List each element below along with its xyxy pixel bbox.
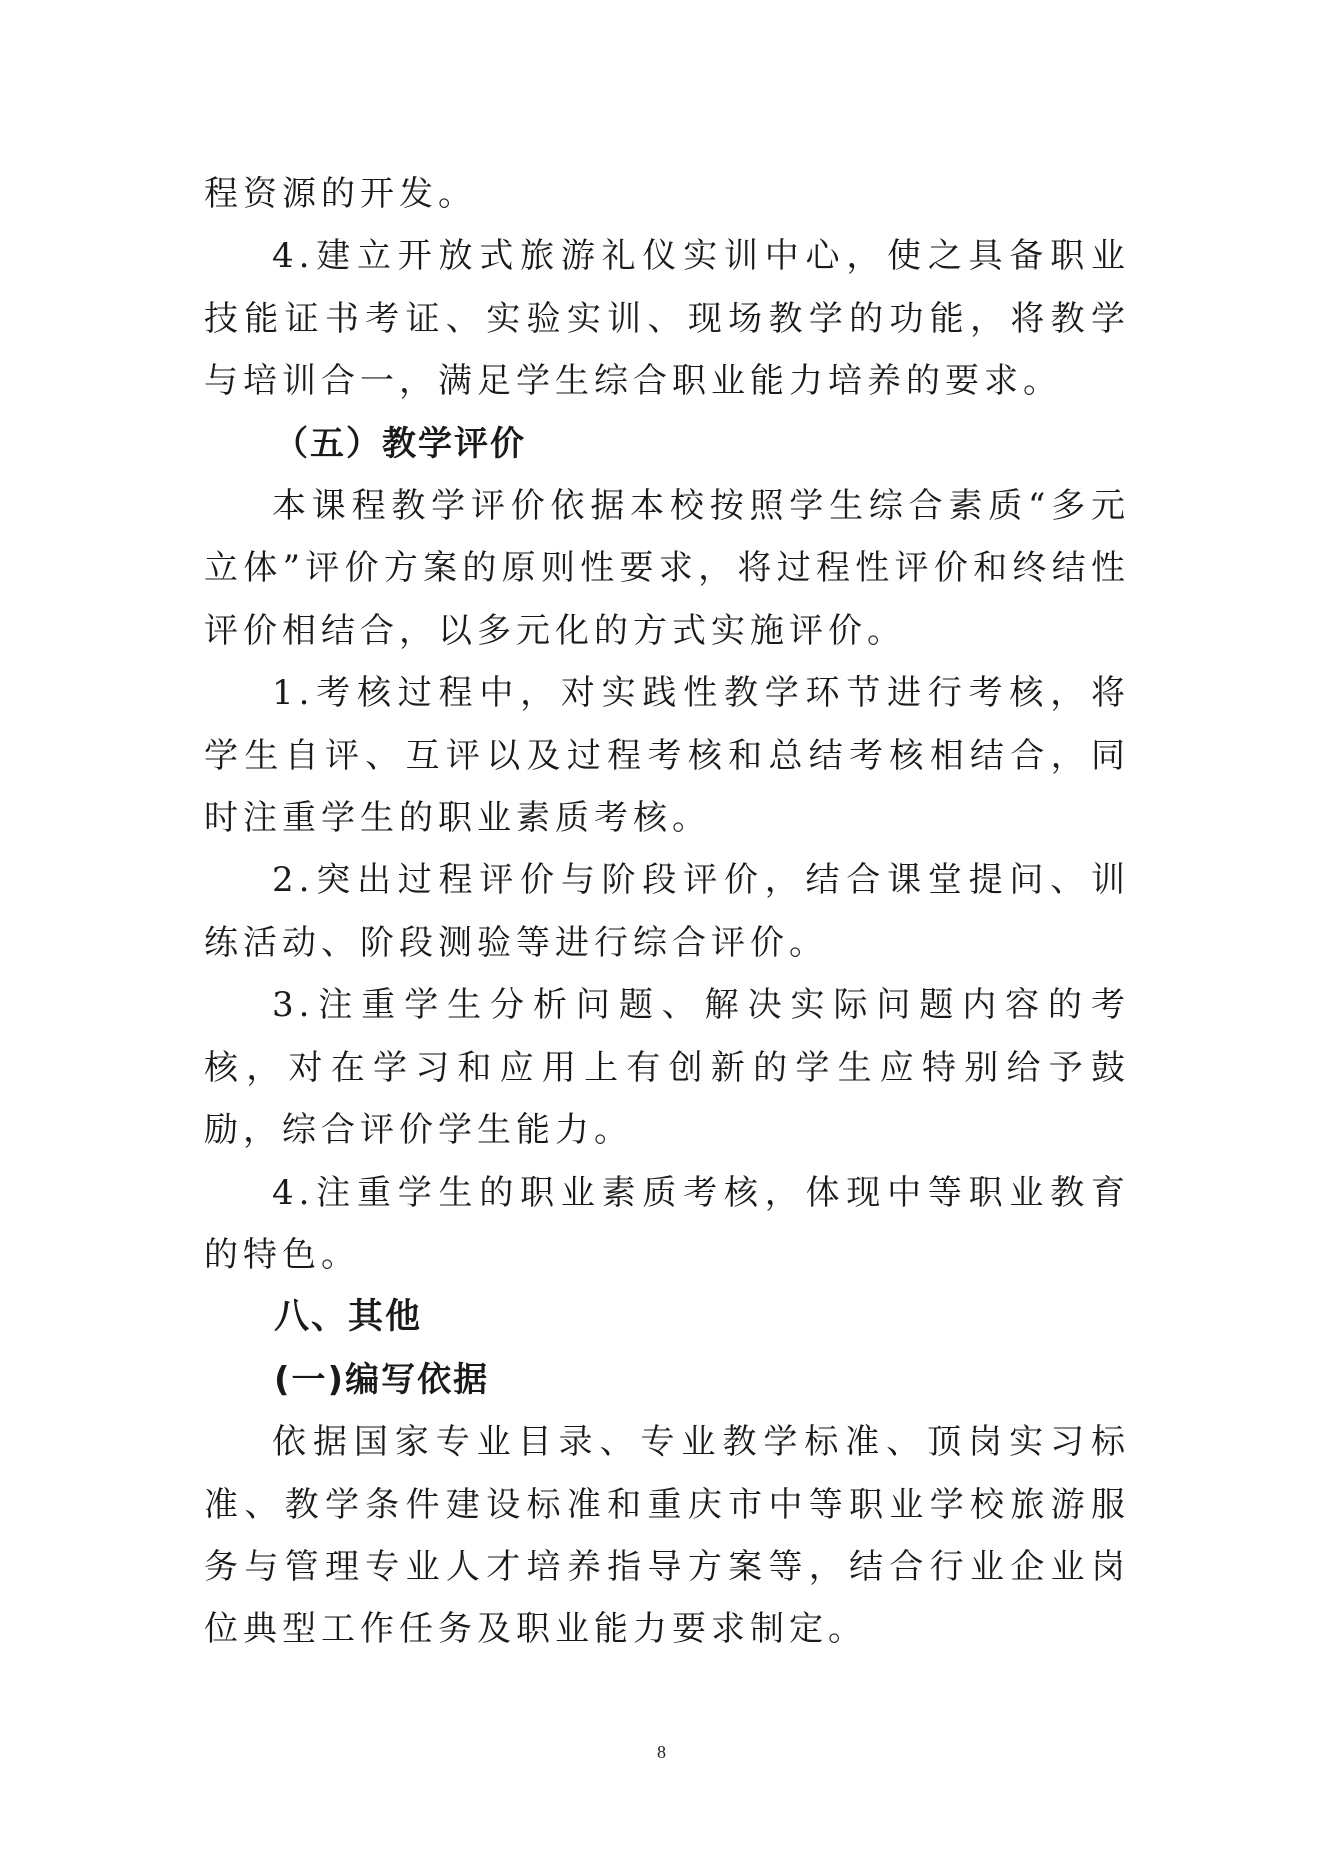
paragraph-continuation: 程资源的开发。 <box>204 174 477 214</box>
paragraph-item-4-training-center: 4.建立开放式旅游礼仪实训中心，使之具备职业技能证书考证、实验实训、现场教学的功能，将教学与培训合一，满足学生综合职业能力培养的要求。 <box>204 236 1130 402</box>
paragraph-evaluation-item-1: 1.考核过程中，对实践性教学环节进行考核，将学生自评、互评以及过程考核和总结考核相结合，同时注重学生的职业素质考核。 <box>204 673 1130 839</box>
chapter-heading-other: 八、其他 <box>274 1297 423 1338</box>
paragraph-evaluation-item-3: 3.注重学生分析问题、解决实际问题内容的考核，对在学习和应用上有创新的学生应特别给予鼓励，综合评价学生能力。 <box>204 985 1130 1151</box>
paragraph-evaluation-item-4: 4.注重学生的职业素质考核，体现中等职业教育的特色。 <box>204 1172 1130 1275</box>
page-content <box>204 163 1130 1661</box>
paragraph-writing-basis: 依据国家专业目录、专业教学标准、顶岗实习标准、教学条件建设标准和重庆市中等职业学校旅游服务与管理专业人才培养指导方案等，结合行业企业岗位典型工作任务及职业能力要求制定。 <box>204 1422 1130 1650</box>
paragraph-evaluation-intro: 本课程教学评价依据本校按照学生综合素质“多元立体”评价方案的原则性要求，将过程性评价和终结性评价相结合，以多元化的方式实施评价。 <box>204 486 1130 651</box>
section-heading-writing-basis: (一)编写依据 <box>274 1359 490 1400</box>
section-heading-teaching-evaluation: （五）教学评价 <box>274 423 526 464</box>
paragraph-evaluation-item-2: 2.突出过程评价与阶段评价，结合课堂提问、训练活动、阶段测验等进行综合评价。 <box>204 860 1130 963</box>
page-number: 8 <box>657 1742 666 1762</box>
